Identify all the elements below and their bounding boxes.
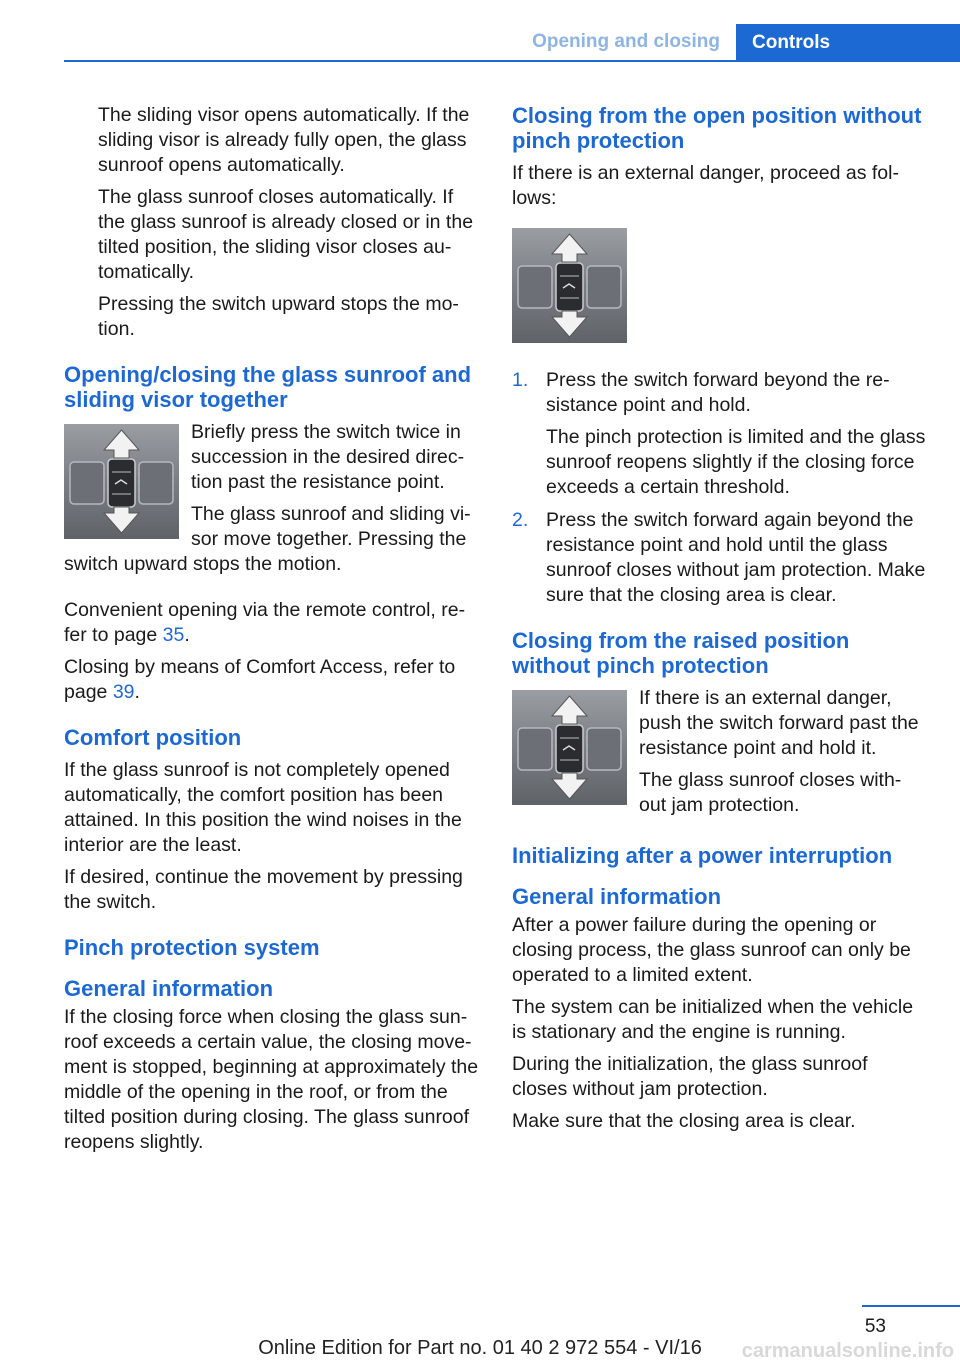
list-item <box>512 508 928 608</box>
heading-raised-position-no-pinch: Closing from the raised position without pinch protection <box>512 628 850 678</box>
comfort-paragraph-2: If desired, continue the movement by pressing the switch. <box>64 866 463 913</box>
together-paragraph-2: The glass sunroof and sliding vi-sor move together. Pressing the switch upward stops the motion. <box>64 503 471 575</box>
heading-pinch-protection: Pinch protection system <box>64 935 320 960</box>
intro-paragraph-1: The sliding visor opens automatically. If the sliding visor is already fully open, the glass sunroof opens automatically. <box>98 104 470 176</box>
edition-text: Online Edition for Part no. 01 40 2 972 554 - VI/16 <box>258 1337 702 1359</box>
init-paragraph-1: After a power failure during the opening or closing process, the glass sunroof can only be operated to a limited extent. <box>512 914 911 986</box>
heading-open-position-no-pinch: Closing from the open position without pinch protection <box>512 103 922 153</box>
raised-paragraph-2: The glass sunroof closes with-out jam protection. <box>639 769 902 816</box>
comfort-access-paragraph: Closing by means of Comfort Access, refer to page 39. <box>64 656 456 703</box>
remote-control-paragraph: Convenient opening via the remote control, re-fer to page 35. <box>64 599 466 646</box>
step-number: 1. <box>512 369 529 391</box>
watermark: carmanualsonline.info <box>741 1340 954 1362</box>
header-chapter-tab: Controls <box>736 24 960 62</box>
steps-list <box>512 368 928 608</box>
header-rule <box>64 60 960 62</box>
pinch-paragraph: If the closing force when closing the glass sun-roof exceeds a certain value, the closing move-ment is stopped, beginning at approximately the middle of the opening in the roof, or from the tilted position during closing. The glass sunroof reopens slightly. <box>64 1006 479 1153</box>
init-paragraph-3: During the initialization, the glass sunroof closes without jam protection. <box>512 1053 868 1100</box>
roof-switch-image <box>512 228 627 343</box>
page-link-39[interactable]: 39 <box>112 681 135 703</box>
roof-switch-image <box>512 690 627 805</box>
step-text: Press the switch forward again beyond the resistance point and hold until the glass sunroof closes without jam protection. Make sure that the closing area is clear. <box>546 509 926 606</box>
list-item <box>512 368 928 500</box>
heading-comfort-position: Comfort position <box>64 725 242 750</box>
step-subtext: The pinch protection is limited and the glass sunroof reopens slightly if the closing force exceeds a certain threshold. <box>546 426 926 498</box>
comfort-paragraph-1: If the glass sunroof is not completely opened automatically, the comfort position has been attained. In this position the wind noises in the interior are the least. <box>64 759 462 856</box>
page-link-35[interactable]: 35 <box>162 624 185 646</box>
init-paragraph-4: Make sure that the closing area is clear. <box>512 1110 856 1132</box>
raised-paragraph-1: If there is an external danger, push the switch forward past the resistance point and hold it. <box>639 687 919 759</box>
intro-paragraph-2: The glass sunroof closes automatically. If the glass sunroof is already closed or in the tilted position, the sliding visor closes au-tomatically. <box>98 186 474 283</box>
together-paragraph-1: Briefly press the switch twice in succession in the desired direc-tion past the resistance point. <box>191 421 465 493</box>
page-header <box>64 24 960 62</box>
right-column <box>512 103 928 1141</box>
intro-paragraph-3: Pressing the switch upward stops the mo-tion. <box>98 293 459 340</box>
heading-open-close-together: Opening/closing the glass sunroof and sliding visor together <box>64 362 472 412</box>
left-column <box>64 103 480 1162</box>
open-no-pinch-intro: If there is an external danger, proceed as fol-lows: <box>512 162 899 209</box>
header-section-title: Opening and closing <box>532 31 720 52</box>
step-number: 2. <box>512 509 529 531</box>
heading-initializing: Initializing after a power interruption <box>512 843 893 868</box>
init-paragraph-2: The system can be initialized when the vehicle is stationary and the engine is running. <box>512 996 914 1043</box>
page-number: 53 <box>864 1316 886 1337</box>
subheading-general-information: General information <box>64 976 274 1001</box>
roof-switch-image <box>64 424 179 539</box>
subheading-general-information: General information <box>512 884 722 909</box>
step-text: Press the switch forward beyond the re-sistance point and hold. <box>546 369 890 416</box>
footer-rule <box>862 1305 960 1307</box>
